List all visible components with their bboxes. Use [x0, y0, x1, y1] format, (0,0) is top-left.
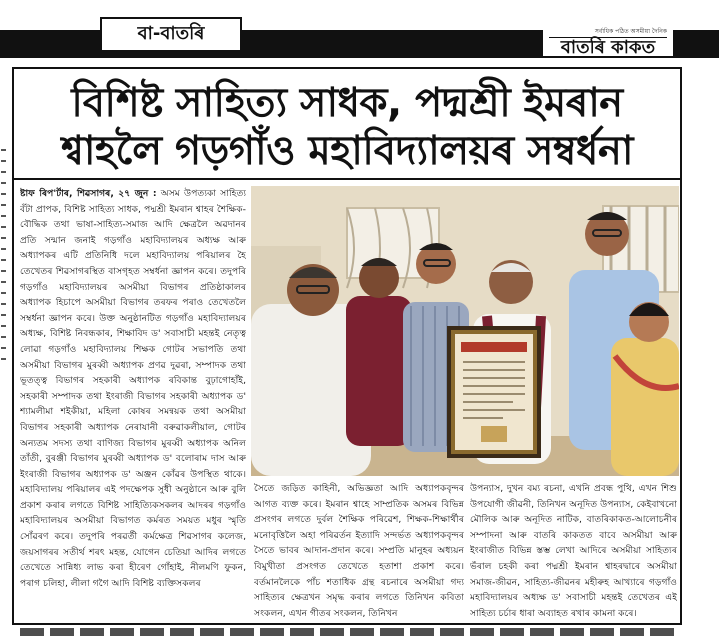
- headline-line-2: শ্বাহলৈ গড়গাঁও মহাবিদ্যালয়ৰ সম্বৰ্ধনা: [61, 128, 633, 174]
- byline: ষ্টাফ ৰিপ'ৰ্টাৰ, শিৱসাগৰ, ২৭ জুন :: [20, 188, 157, 199]
- article-column-3: উপন্যাস, দুখন বম্য ৰচনা, এখনি প্ৰবন্ধ পুথি, এখন শিশু উপযোগী জীৱনী, তিনিখন অনূদিত উপন্যাস, কেইবাখনো মৌলিক আৰু অনূদিত নাটিক, বাতৰিকাকত-আলোচনীৰ সম্পাদনা আৰু বাতৰি কাকতত বাবে অসমীয়া আৰু ইংৰাজীত বিভিন্ন স্তম্ভ লেখা আদিৰে অসমীয়া সাহিত্যৰ ভঁৰাল চহকী কৰা পদ্মশ্ৰী ইমৰান শ্বাহৰদ্বাৰে অসমীয়া সমাজ-জীৱন, সাহিত্য-জীৱনৰ মহীৰুহ আখ্যাৰে গড়গাঁও মহাবিদ্যালয়ৰ অধ্যক্ষ ড' সবাসাচী মহন্তই তেখেতৰ এই সাহিত্য চৰ্চাৰ ধাৰা অব্যাহত ৰখাৰ কামনা কৰে।: [470, 483, 677, 619]
- article-column-1: [20, 186, 246, 624]
- next-article-fragment: [20, 628, 680, 636]
- masthead-tagline: সৰ্বাধিক পঠিত অসমীয়া দৈনিক: [594, 28, 667, 35]
- photo-illustration: [251, 186, 679, 476]
- headline-line-1: বিশিষ্ট সাহিত্য সাধক, পদ্মশ্ৰী ইমৰান: [71, 80, 623, 126]
- article-frame: [12, 67, 682, 625]
- adjacent-column-edge: [0, 140, 8, 580]
- article-column-2: সৈতে জড়িত কাহিনী, অভিজ্ঞতা আদি অধ্যাপকবৃন্দৰ আগত ব্যক্ত কৰে। ইমৰান শ্বাহে সাম্প্ৰতিক অসমৰ বিভিন্ন প্ৰসংগৰ লগতে দুৰ্বল শৈক্ষিক পৰিৱেশ, শিক্ষক-শিক্ষাৰ্থীৰ মনোবৃত্তিলৈ অহা পৰিৱৰ্তন ইত্যাদি সন্দৰ্ভত অধ্যাপকবৃন্দৰ সৈতে ভাবৰ আদান-প্ৰদান কৰে। সম্প্ৰতি মানুহৰ অধ্যয়ন বিমুখীতা প্ৰসংগত তেখেতে হতাশা প্ৰকাশ কৰে। বৰ্তমানলৈকে পাঁচ শতাধিক গ্ৰন্থ ৰচনাৰে অসমীয়া গদ্য সাহিত্যৰ ক্ষেত্ৰখন সমৃদ্ধ কৰাৰ লগতে তিনিখন কবিতা সংকলন, এখন গীতৰ সংকলন, তিনিখন: [254, 483, 464, 619]
- newspaper-masthead: [543, 24, 673, 56]
- section-label: বা-বাতৰি: [100, 17, 242, 52]
- headline-rule: [14, 178, 680, 180]
- masthead-name: বাতৰি কাকত: [549, 37, 667, 58]
- article-text-1: অসম উপত্যকা সাহিত্য বঁটা প্ৰাপক, বিশিষ্ট সাহিত্য সাধক, পদ্মশ্ৰী ইমৰান শ্বাহৰ শৈক্ষিক-বৌদ্ধিক তথা ভাষা-সাহিত্য-সমাজ আদি ক্ষেত্ৰলৈ অৱদানৰ প্ৰতি সন্মান জনাই গড়গাঁও মহাবিদ্যালয়ৰ অধ্যক্ষ আৰু অধ্যাপকৰ এটি প্ৰতিনিধি দলে মহাবিদ্যালয় পৰিয়ালৰ হৈ তেখেতৰ শিৱসাগৰস্থিত বাসগৃহত সম্বৰ্ধনা জ্ঞাপন কৰে। তদুপৰি গড়গাঁও মহাবিদ্যালয়ৰ অসমীয়া বিভাগৰ প্ৰতিষ্ঠাকালৰ অধ্যাপক হিচাপে অসমীয়া বিভাগৰ তৰফৰ পৰাও তেখেতলৈ সম্বৰ্ধনা জ্ঞাপন কৰে। উক্ত অনুষ্ঠানটিত গড়গাঁও মহাবিদ্যালয়ৰ অধ্যক্ষ, বিশিষ্ট নিবন্ধকাৰ, শিক্ষাবিদ ড' সবাসাচী মহন্তই নেতৃত্ব লোৱা গড়গাঁও মহাবিদ্যালয় শিক্ষক গোটৰ সভাপতি তথা অসমীয়া বিভাগৰ মুৰব্বী অধ্যাপক প্ৰণৱ দুৱৰা, সম্পাদক তথা ভূতত্ত্ব বিভাগৰ সহকাৰী অধ্যাপক ৰবিকান্ত বুঢ়াগোহাঁই, সহকাৰী সম্পাদক তথা ইংৰাজী বিভাগৰ সহকাৰী অধ্যাপক ড' শ্যামলীমা শইকীয়া, মহিলা কোষৰ সমন্বয়ক তথা অসমীয়া বিভাগৰ সহকাৰী অধ্যাপক নেৰাযানী বৰুৱাকলীয়াল, গোটৰ অন্যতম সদস্য তথা বাণিজ্য বিভাগৰ মুৰব্বী অধ্যাপক অনিল তাঁতী, বুৰঞ্জী বিভাগৰ মুৰব্বী অধ্যাপক ড' বলোৰাম দাস আৰু ইংৰাজী বিভাগৰ অধ্যাপক ড' অঞ্জন কোঁৱৰ উপস্থিত থাকে। মহাবিদ্যালয় পৰিয়ালৰ এই পদক্ষেপক সুধী অনুষ্ঠানে আৰু বুলি প্ৰকাশ কৰাৰ লগতে বিশিষ্ট সাহিত্যিকসকলৰ আদৰৰ গড়গাঁও মহাবিদ্যালয়ৰ অসমীয়া বিভাগত কৰ্মৰত সময়ত মধুৰ স্মৃতি সোঁৱৰণ কৰে। তদুপৰি পৰৱৰ্তী কৰ্মক্ষেত্ৰ শিৱসাগৰ কলেজ, জয়সাগৰৰ সতীৰ্থ শৰৎ মহন্ত, যোগেন চেতিয়া আদিৰ লগতে তেখেতে সান্নিধ্য লাভ কৰা হীৰেণ গোঁহাই, নীলমণি ফুকন, পৰাগ চলিহা, লীলা গগৈ আদি বিশিষ্ট ব্যক্তিসকলৰ: [20, 188, 246, 589]
- article-headline: [14, 79, 680, 175]
- felicitation-photo: [251, 186, 679, 476]
